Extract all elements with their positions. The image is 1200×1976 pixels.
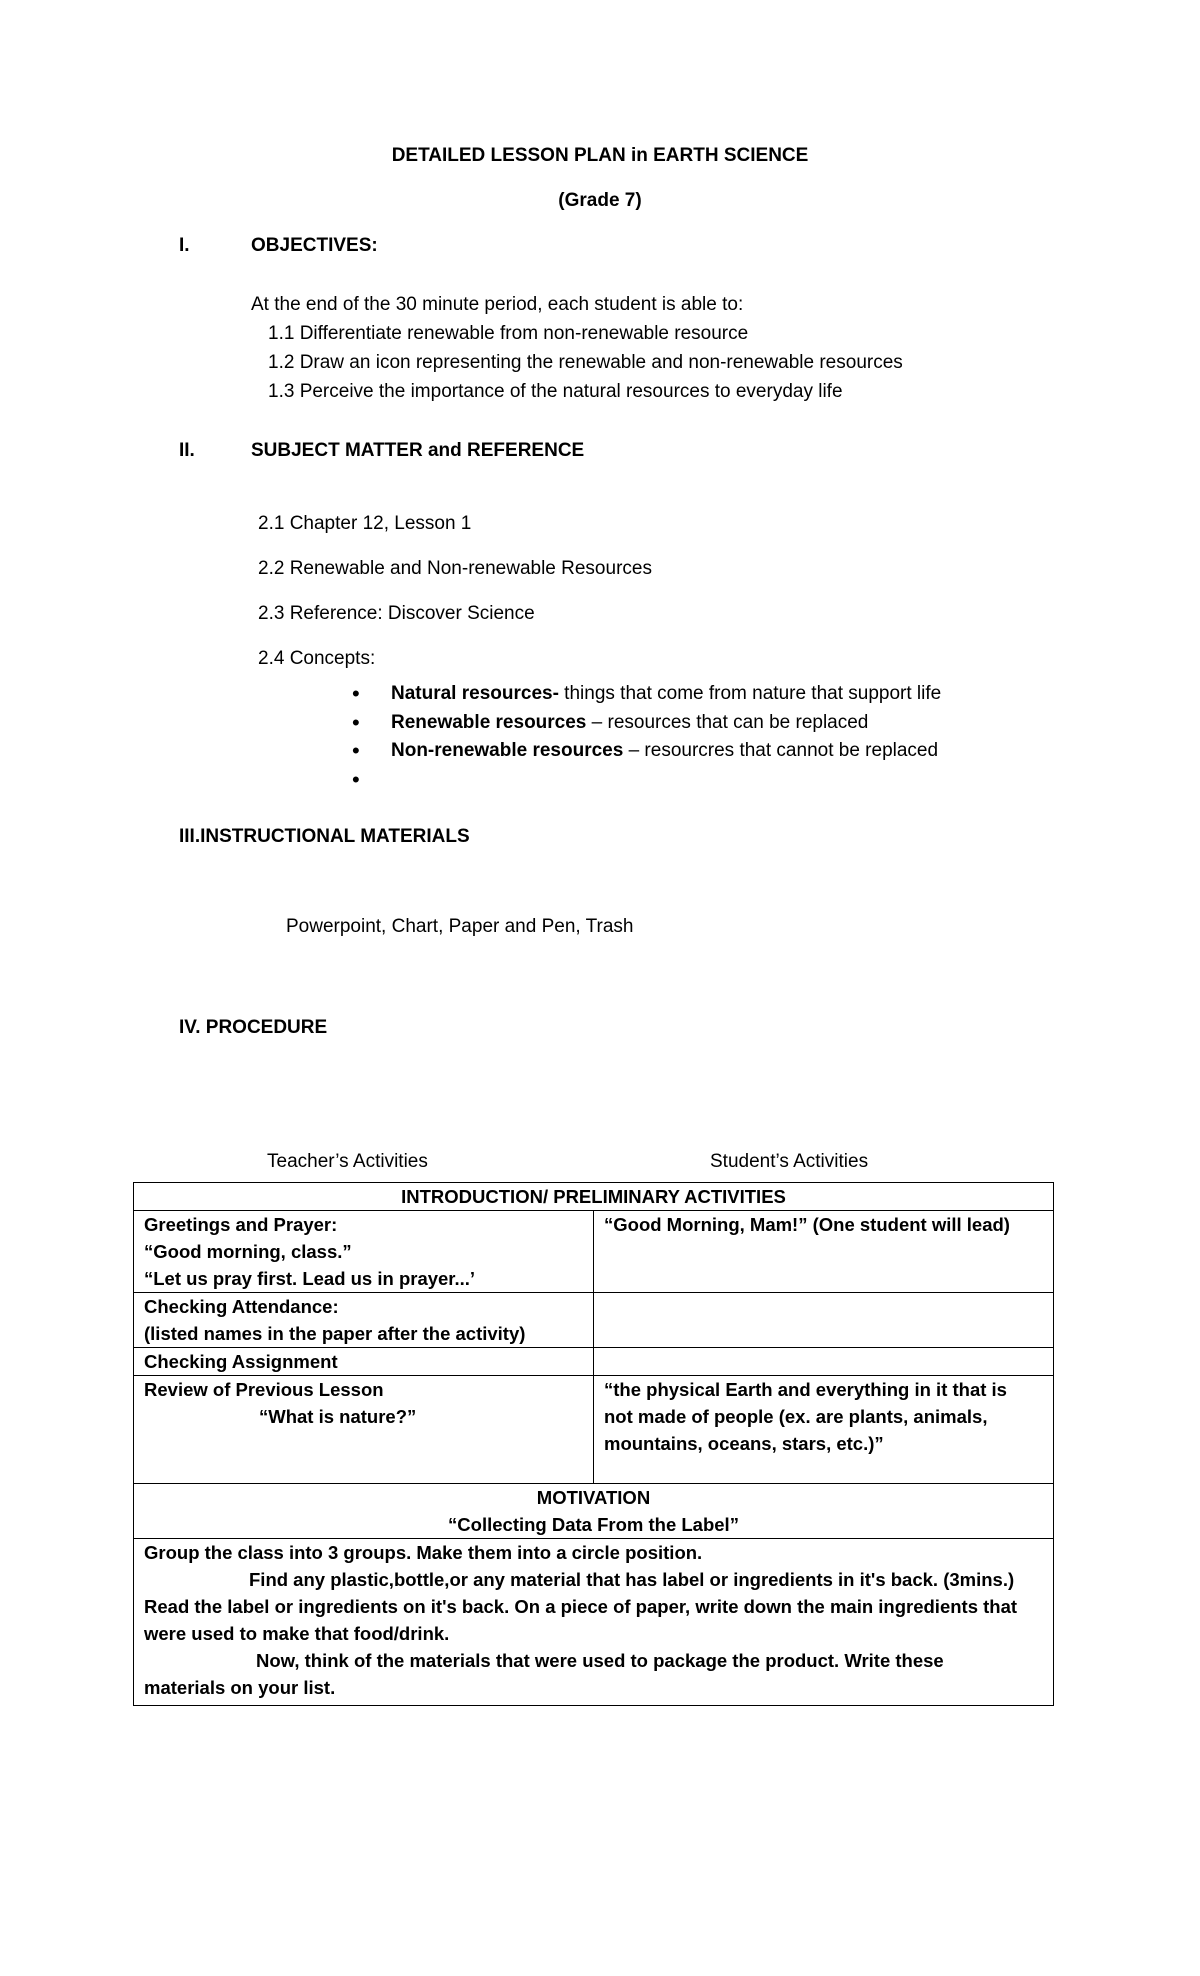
cell-line: not made of people (ex. are plants, animals, [604, 1406, 988, 1427]
motivation-body [134, 1539, 1054, 1706]
cell-line: Greetings and Prayer: [144, 1214, 338, 1235]
objective-item: 1.2 Draw an icon representing the renewable and non-renewable resources [268, 352, 903, 373]
concept-definition: things that come from nature that support life [558, 683, 942, 704]
motivation-title: “Collecting Data From the Label” [448, 1514, 739, 1535]
subject-heading: SUBJECT MATTER and REFERENCE [251, 440, 585, 461]
table-row [134, 1376, 1054, 1484]
concept-definition: – resourcres that cannot be replaced [623, 740, 939, 761]
cell-line: Now, think of the materials that were used to package the product. Write these [256, 1650, 944, 1671]
cell-line: “the physical Earth and everything in it that is [604, 1379, 1007, 1400]
table-row [134, 1183, 1054, 1211]
subject-item: 2.2 Renewable and Non-renewable Resources [258, 558, 652, 579]
student-column-label: Student’s Activities [710, 1151, 869, 1172]
subject-item: 2.3 Reference: Discover Science [258, 603, 535, 624]
concept-item [352, 682, 941, 711]
student-cell [594, 1348, 1054, 1376]
concept-item [352, 711, 941, 740]
subject-item: 2.1 Chapter 12, Lesson 1 [258, 513, 472, 534]
concept-term: Natural resources- [391, 683, 559, 704]
grade-label: (Grade 7) [558, 190, 642, 211]
subject-numeral: II. [179, 440, 195, 461]
teacher-cell [134, 1293, 594, 1348]
table-row [134, 1539, 1054, 1706]
concept-item [352, 739, 941, 768]
page-title: DETAILED LESSON PLAN in EARTH SCIENCE [391, 145, 809, 166]
cell-line: Group the class into 3 groups. Make them into a circle position. [144, 1542, 703, 1563]
cell-line: Find any plastic,bottle,or any material that has label or ingredients in it's back. (3mins.) [249, 1569, 1015, 1590]
table-row [134, 1348, 1054, 1376]
cell-line: mountains, oceans, stars, etc.)” [604, 1433, 884, 1454]
cell-line: “Good morning, class.” [144, 1241, 352, 1262]
intro-header: INTRODUCTION/ PRELIMINARY ACTIVITIES [134, 1183, 1054, 1211]
student-cell [594, 1211, 1054, 1293]
subject-item: 2.4 Concepts: [258, 648, 376, 669]
table-row [134, 1293, 1054, 1348]
table-row [134, 1211, 1054, 1293]
teacher-cell [134, 1348, 594, 1376]
procedure-table [133, 1182, 1054, 1706]
teacher-column-label: Teacher’s Activities [267, 1151, 428, 1172]
objectives-heading: OBJECTIVES: [251, 235, 378, 256]
objectives-numeral: I. [179, 235, 190, 256]
cell-line: (listed names in the paper after the activity) [144, 1323, 526, 1344]
concept-term: Non-renewable resources [391, 740, 624, 761]
cell-line: materials on your list. [144, 1677, 336, 1698]
concept-definition: – resources that can be replaced [586, 711, 869, 733]
materials-heading: III.INSTRUCTIONAL MATERIALS [179, 826, 470, 847]
cell-line: Read the label or ingredients on it's back. On a piece of paper, write down the main ingredients that [144, 1596, 1018, 1617]
cell-line: “Good Morning, Mam!” (One student will lead) [604, 1214, 1010, 1235]
concepts-list [352, 682, 941, 796]
teacher-cell [134, 1211, 594, 1293]
cell-line: Review of Previous Lesson [144, 1379, 384, 1400]
motivation-header-cell [134, 1484, 1054, 1539]
motivation-header: MOTIVATION [536, 1487, 651, 1508]
procedure-heading: IV. PROCEDURE [179, 1017, 328, 1038]
materials-text: Powerpoint, Chart, Paper and Pen, Trash [286, 916, 634, 937]
objectives-intro: At the end of the 30 minute period, each student is able to: [251, 294, 744, 315]
student-cell [594, 1376, 1054, 1484]
cell-line: “What is nature?” [259, 1406, 417, 1427]
concept-item [352, 768, 941, 797]
cell-line: “Let us pray first. Lead us in prayer...’ [144, 1268, 476, 1289]
student-cell [594, 1293, 1054, 1348]
objective-item: 1.1 Differentiate renewable from non-renewable resource [268, 323, 749, 344]
cell-line: were used to make that food/drink. [144, 1623, 450, 1644]
table-row [134, 1484, 1054, 1539]
objective-item: 1.3 Perceive the importance of the natural resources to everyday life [268, 381, 843, 402]
cell-line: Checking Attendance: [144, 1296, 339, 1317]
cell-line: Checking Assignment [144, 1351, 338, 1372]
teacher-cell [134, 1376, 594, 1484]
concept-term: Renewable resources [391, 711, 587, 733]
